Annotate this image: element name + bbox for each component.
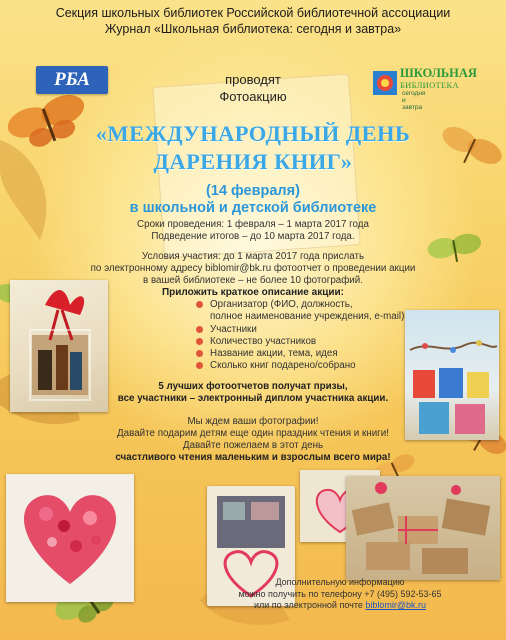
list-item: Количество участников [196,336,404,348]
intro-line-1: проводят [225,72,281,87]
conditions-line-2: по электронному адресу biblomir@bk.ru фотоотчет о проведении акции [90,263,416,274]
paper-butterflies-heart-photo [6,474,134,602]
intro-line-2: Фотоакцию [219,89,287,104]
wrapped-books-image [346,476,500,580]
footer-line-2: можно получить по телефону +7 (495) 592-53-65 [238,588,442,599]
bullet-icon [196,301,203,308]
list-item: Сколько книг подарено/собрано [196,360,404,372]
logo-title: ШКОЛЬНАЯ [400,66,477,80]
description-list [196,299,404,373]
list-item: Название акции, тема, идея [196,348,404,360]
conditions-line-3: в вашей библиотеке – не более 10 фотографий. [143,275,363,286]
closing-line-4: счастливого чтения маленьким и взрослым всего мира! [115,452,391,463]
rba-logo: РБА [36,66,108,94]
bullet-icon [196,338,203,345]
event-subtitle: в школьной и детской библиотеке [129,200,377,216]
gift-basket-image [10,280,108,412]
closing-line-2: Давайте подарим детям еще один праздник чтения и книги! [117,428,389,439]
footer-info [220,577,460,612]
book-display-photo [405,310,499,440]
closing-line-3: Давайте пожелаем в этот день [182,440,324,451]
title-line-2: ДАРЕНИЯ КНИГ» [153,149,353,174]
footer-line-1: Дополнительную информацию [275,577,405,587]
bullet-icon [196,350,203,357]
wrapped-books-photo [346,476,500,580]
prizes-line-1: 5 лучших фотоотчетов получат призы, [158,381,348,392]
closing-line-1: Мы ждем ваши фотографии! [187,416,319,427]
logo-tagline: сегодня и завтра [402,90,426,111]
terms-line-2: Подведение итогов – до 10 марта 2017 года. [151,231,355,242]
conditions-line-1: Условия участия: до 1 марта 2017 года прислать [141,251,365,262]
event-date: (14 февраля) [206,183,300,199]
gift-basket-photo [10,280,108,412]
list-item: Участники [196,324,404,336]
terms-line-1: Сроки проведения: 1 февраля – 1 марта 2017 года [137,219,369,230]
bullet-icon [196,362,203,369]
prizes-line-2: все участники – электронный диплом участника акции. [117,393,389,404]
title-line-1: «МЕЖДУНАРОДНЫЙ ДЕНЬ [95,121,411,146]
header-line-2: Журнал «Школьная библиотека: сегодня и завтра» [104,22,402,36]
heart-collage-image [6,474,134,602]
footer-line-3: или по электронной почте biblomir@bk.ru [253,600,427,610]
book-display-image [405,310,499,440]
logo-subtitle: БИБЛИОТЕКА [400,80,459,90]
header-line-1: Секция школьных библиотек Российской библиотечной ассоциации [55,6,451,20]
list-item: Организатор (ФИО, должность, полное наименование учреждения, e-mail) [196,299,404,324]
attach-heading: Приложить краткое описание акции: [161,287,344,298]
bullet-icon [196,326,203,333]
contact-email-link[interactable]: biblomir@bk.ru [365,600,427,610]
